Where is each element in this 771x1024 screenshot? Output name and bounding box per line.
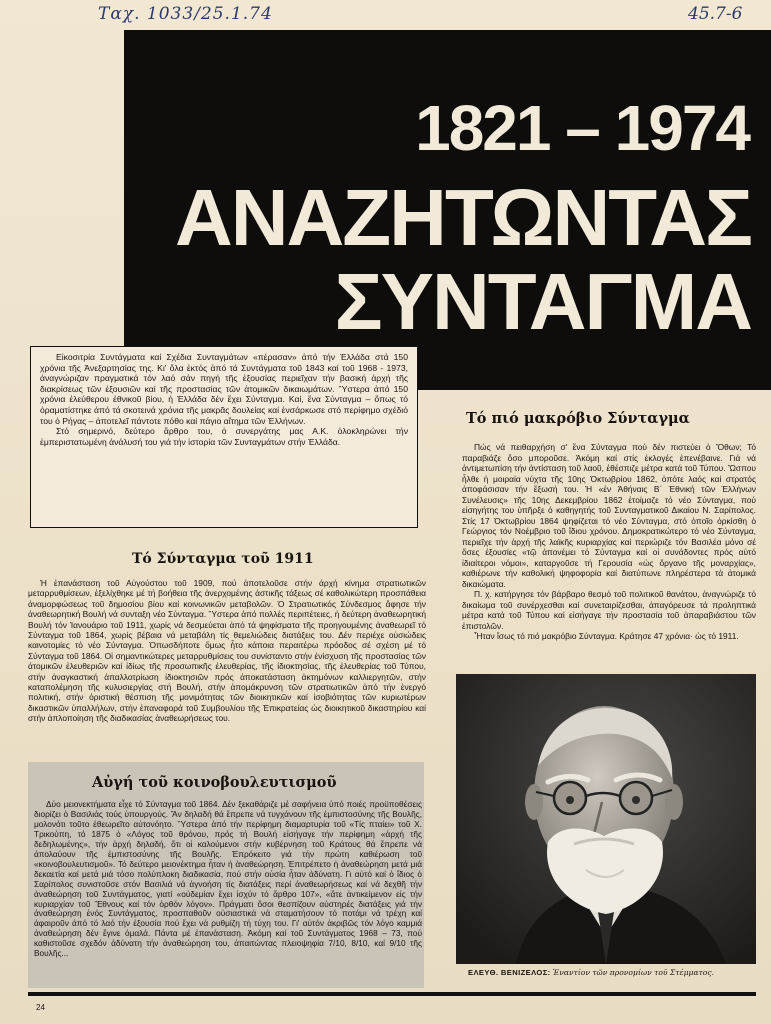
section-body-parliamentarism — [34, 800, 422, 959]
title-line-2: ΑΝΑΖΗΤΩΝΤΑΣ — [174, 173, 751, 262]
caption-text: Ἐναντίον τῶν προνομίων τοῦ Στέμματος. — [552, 968, 715, 977]
section-heading-longest-constitution: Τό πιό μακρόβιο Σύνταγμα — [466, 410, 690, 427]
bottom-rule — [28, 992, 756, 996]
title-line-3: ΣΥΝΤΑΓΜΑ — [334, 257, 751, 346]
body-paragraph: Ἦταν ἴσως τό πιό μακρόβιο Σύνταγμα. Κράτησε 47 χρόνια· ὡς τό 1911. — [474, 631, 739, 641]
section-body-1911 — [28, 578, 426, 724]
intro-box — [30, 346, 418, 528]
handwritten-reference: 45.7-6 — [688, 4, 743, 24]
body-paragraph: Πώς νά πειθαρχήση σ' ἕνα Σύνταγμα πού δέν πιστεύει ὁ Ὄθων; Τό παραβιάζε ὅσο μποροῦσε. Ἀκόμη καί στίς ἐκλογές ἐπενέβαινε. Γιά νά ἀντιμετωπίση τήν ἀντίσταση τοῦ λαοῦ, ἐθέσπιζε μέτρα κατά τοῦ Τύπου. Ὥσπου ἦλθε ἡ μοιραία νύχτα τῆς 10ης Ὀκτωβρίου 1862, ὁπότε λαός καί στρατός ἀποφάσισαν τήν ἔξωσή του. Ἡ «ἐν Ἀθήναις Β΄ Ἐθνική τῶν Ἑλλήνων Συνέλευσις» τῆς 10ης Δεκεμβρίου 1862 ἑτοίμαζε τό νέο Σύνταγμα, πού εἰσηγήτης του ὑπῆρξε ὁ καθηγητής τοῦ Συνταγματικοῦ Δικαίου Ν. Σαρίπολος. Στίς 17 Ὀκτωβρίου 1864 ψηφίζεται τό νέο Σύνταγμα, στό ὁποῖο ὁρκίσθη ὁ Γεώργιος τόν Νοέμβριο τοῦ ἴδιου χρόνου. Δημοκρατικώτερο τό νέο Σύνταγμα, περιεῖχε τήν ἀρχή τῆς λαϊκῆς κυριαρχίας καί περιώριζε τόν Βασιλέα μόνο σέ ὅσες ἐξουσίες «τῷ ἀπονέμει τό Σύνταγμα καί οἱ συνάδοντες πρός αὐτό ἰδιαίτεροι νόμοι», καταργοῦσε τή Γερουσία «ὡς ὄργανο τῆς μοναρχίας», καθιέρωνε τήν καθολική ψηφοφορία καί διατύπωνε πληρέστερα τά ἀτομικά δικαιώματα. — [462, 442, 756, 589]
section-heading-1911: Τό Σύνταγμα τοῦ 1911 — [132, 551, 314, 567]
section-body-longest-constitution — [462, 442, 756, 642]
title-years: 1821 – 1974 — [415, 92, 749, 164]
body-paragraph: Δύο μειονεκτήματα εἶχε τό Σύνταγμα τοῦ 1864. Δέν ξεκαθάριζε μέ σαφήνεια ὑπό ποιές προϋποθέσεις διορίζει ὁ Βασιλιάς τούς ὑπουργούς. Ἄν δηλαδή θά ἔπρεπε νά τυγχάνουν τῆς ἐμπιστοσύνης τῆς Βουλῆς, μολονότι τοῦτο ἐθεωρεῖτο αὐτονόητο. Ὕστερα ἀπό τήν περίφημη διαμαρτυρία τοῦ «Τίς πταίει» τοῦ Χ. Τρικούπη, τό 1875 ὁ «Λόγος τοῦ θρόνου, πρός τή Βουλή εἰσήγαγε τήν περίφημη «ἀρχή τῆς δεδηλωμένης», τήν ἀρχή δηλαδή, ὅτι οἱ καλούμενοι στήν κυβέρνηση τοῦ Κράτους θά ἔπρεπε νά ἀπολαύουν τῆς ἐμπιστοσύνης τῆς Βουλῆς. Ἐπρόκειτο γιά τήν πρώτη καθιέρωση τοῦ «κοινοβουλευτισμοῦ». Τό δεύτερο μειονέκτημα ἦταν ἡ ἀναθεώρηση. Ἐπιτρέπετο ἡ ἀναθεώρηση μετά μιά δεκαετία καί μετά μιά τόσο πολύπλοκη διαδικασία, πού στήν οὐσία ἦταν ἀδύνατη. Γι αὐτό καί ὁ ἴδιος ὁ Σαρίπολος συνιστοῦσε στόν Βασιλιά νά ἀγνοήση τίς διατάξεις περί ἀναθεωρήσεως καί νά δεχθῆ τήν ἀναθεώρηση τοῦ Συντάγματος, γιατί «οὐδεμίαν ἔχει ἰσχύν τό ἄρθρο 107», «ἅτε ἀντικείμενον εἰς τήν κυριαρχίαν τοῦ Ἔθνους καί τόν ὀρθόν λόγον». Πράγματι ὅσοι θεσπίζουν αὐστηρές διατάξεις γιά τήν ἀναθεώρηση ἑνός Συντάγματος, προσπαθοῦν οὐσιαστικά νά σταματήσουν τό ποτάμι νά τρέχη καί ἀφαιροῦν ἀπό τό λαό τήν ἐξουσία πού ἔχει νά ρυθμίζη τή τύχη του. Γι' αὐτόν ἀκριβῶς τόν λόγο καμμιά ἀναθεώρηση δέν ἔγινε ὁμαλά. Πάντα μέ ἐπανάσταση. Ἀκόμη καί τοῦ Συντάγματος 1968 – 73, πού καθιστοῦσε σχεδόν ἀδύνατη τήν ἀναθεώρηση του, ἀπαιτώντας πλειοψηφία 7/10, 8/10, καί 9/10 τῆς Βουλῆς... — [34, 799, 422, 959]
intro-paragraph-2: Στό σημερινό, δεύτερο ἄρθρο του, ὁ συνεργάτης μας Α.Κ. ὁλοκληρώνει τήν ἐμπεριστατωμένη ἀνάλυσή του γιά τήν ἱστορία τῶν Συνταγμάτων στήν Ἑλλάδα. — [40, 426, 408, 447]
venizelos-portrait — [456, 674, 756, 964]
portrait-illustration — [456, 674, 756, 964]
intro-paragraph-1: Εἰκοσιτρία Συντάγματα καί Σχέδια Συνταγμάτων «πέρασαν» ἀπό τήν Ἑλλάδα στά 150 χρόνια τῆς Ἀνεξαρτησίας της. Κι' ὅλα ἐκτός ἀπό τά Συντάγματα τοῦ 1843 καί τοῦ 1968 - 1973, ἀναγνώριζαν πραγματικά τόν λαό σάν πηγή τῆς ἐξουσίας περιεῖχαν τήν βασική ἀρχή τῆς διακρίσεως τῶν ἐξουσιῶν καί τῆς προστασίας τῶν ἀτομικῶν δικαιωμάτων. Ὕστερα ἀπό 150 χρόνια ἐλεύθερου ἐθνικοῦ βίου, ἡ Ἑλλάδα δέν ἔχει Σύνταγμα. Καί, ἕνα Σύνταγμα – ὅπως τό ὁραματίστηκε ἀπό τά σκοτεινά χρόνια τῆς μακρᾶς δουλείας καί ἐνσάρκωσε στό περίφημο σχέδιό του ὁ Ρήγας – ἀποτελεῖ πάντοτε πόθο καί πάγιο αἴτημα τῶν Ἑλλήνων. — [40, 352, 408, 426]
portrait-caption — [468, 968, 714, 977]
caption-name: ΕΛΕΥΘ. ΒΕΝΙΖΕΛΟΣ: — [468, 968, 551, 977]
title-banner — [124, 30, 771, 390]
body-paragraph: Π. χ. κατήργησε τόν βάρβαρο θεσμό τοῦ πολιτικοῦ θανάτου, ἀναγνώριζε τό δικαίωμα τοῦ συνέρχεσθαι καί συνεταιρίζεσθαι, ἀπαγόρευσε τά προληπτικά μέτρα κατά τοῦ Τύπου καί εἰσήγαγε τήν προστασία τοῦ ἀπαραβιάστου τῶν ἐπιστολῶν. — [462, 589, 756, 631]
handwritten-archive-number: Ταχ. 1033/25.1.74 — [98, 4, 273, 24]
body-paragraph: Ἡ ἐπανάσταση τοῦ Αὐγούστου τοῦ 1909, πού ἀποτελοῦσε στήν ἀρχή κίνημα στρατιωτικῶν μεταρρυθμίσεων, ἐξελίχθηκε μέ τή βοήθεια τῆς ἀνερχομένης ἀστικῆς τάξεως σέ καθολικώτερη προσπάθεια ἀναμορφώσεως τοῦ δημοσίου βίου καί κοινωνικῶν μεταβολῶν. Ὁ Στρατιωτικός Σύνδεσμος ἄφησε τήν ἀναθεωρητική Βουλή νά συνταξη νέο Σύνταγμα. Ὕστερα ἀπό πολλές περιπέτειες, ἡ δεύτερη ἀναθεωρητική Βουλή τόν Ἰανουάριο τοῦ 1911, χωρίς νά δεσμεύεται ἀπό τά ψηφίσματα τῆς προηγουμένης ἀναθεωρεῖ τό Σύνταγμα τοῦ 1864, χωρίς βέβαια νά μεταβάλη τίς θεμελιώδεις διατάξεις του. Δέν περιέχε οὐσιώδεις καινοτομίες τό νέο Σύνταγμα. Ὁπωσδήποτε ὅμως ἦτο κάποια περαιτέρω πρόοδος σέ σχέση μέ τό Σύνταγμα τοῦ 1864. Οἱ σημαντικώτερες μεταρρυθμίσεις του συνίσταντο στήν ἐνίσχυση τῆς προστασίας τῶν ἀτομικῶν ἐλευθεριῶν καί ἰδίως τῆς προσωπικῆς ἐλευθερίας, τῆς ἰδιοκτησίας, τῆς ἐλευθερίας τοῦ Τύπου, στήν ἀναγκαστική ἀπαλλοτρίωση ἰδιοκτησιῶν πρός ἀποκατάσταση ἀκτημόνων καλλιεργητῶν, στήν καταπολέμηση τῆς κυλυσιεργίας στή Βουλή, στήν ἀπομάκρυνση τῶν στρατιωτικῶν ἀπό τήν ἐνεργό πολιτική, στήν ὁριστική θέσπιση τῆς μονιμότητας τῶν διοικητικῶν καί ἰσοβιότητας τῶν κυριωτέρων δικαστικῶν ὑπαλλήλων, στήν ἐπαναφορά τοῦ Συμβουλίου τῆς Ἐπικρατείας ὡς διοικητικοῦ δικαστηρίου καί στήν ἀπλοποίηση τῆς διαδικασίας ἀναθεωρήσεως του. — [28, 578, 426, 724]
section-heading-parliamentarism: Αὐγή τοῦ κοινοβουλευτισμοῦ — [92, 774, 337, 791]
page-number: 24 — [36, 1003, 45, 1012]
